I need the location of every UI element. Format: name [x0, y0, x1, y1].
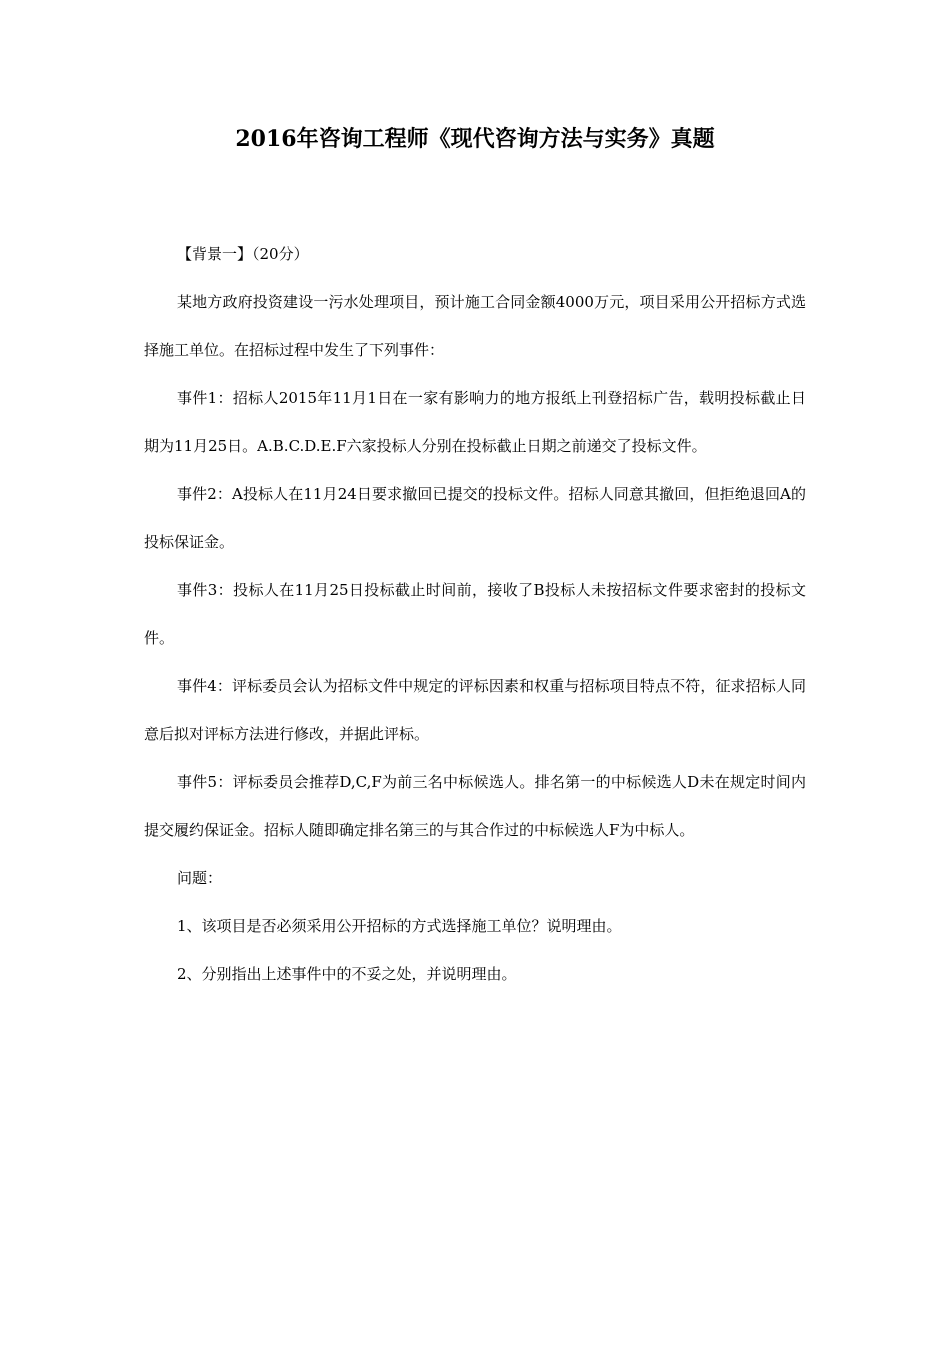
- event-1-paragraph: 事件1：招标人2015年11月1日在一家有影响力的地方报纸上刊登招标广告，载明投标截止日期为11月25日。A.B.C.D.E.F六家投标人分别在投标截止日期之前递交了投标文件。: [144, 389, 806, 455]
- document-title: 2016年咨询工程师《现代咨询方法与实务》真题: [235, 126, 715, 152]
- event-4-paragraph: 事件4：评标委员会认为招标文件中规定的评标因素和权重与招标项目特点不符，征求招标人同意后拟对评标方法进行修改，并据此评标。: [144, 677, 806, 743]
- event-3-paragraph: 事件3：投标人在11月25日投标截止时间前，接收了B投标人未按招标文件要求密封的投标文件。: [144, 581, 806, 647]
- question-2: 2、分别指出上述事件中的不妥之处，并说明理由。: [177, 965, 517, 983]
- event-5-paragraph: 事件5：评标委员会推荐D,C,F为前三名中标候选人。排名第一的中标候选人D未在规定时间内提交履约保证金。招标人随即确定排名第三的与其合作过的中标候选人F为中标人。: [144, 773, 806, 839]
- section-heading: 【背景一】（20分）: [177, 245, 309, 263]
- document-body: [144, 230, 806, 998]
- event-2-paragraph: 事件2：A投标人在11月24日要求撤回已提交的投标文件。招标人同意其撤回，但拒绝退回A的投标保证金。: [144, 485, 806, 551]
- question-1: 1、该项目是否必须采用公开招标的方式选择施工单位？说明理由。: [177, 917, 622, 935]
- background-paragraph: 某地方政府投资建设一污水处理项目，预计施工合同金额4000万元，项目采用公开招标方式选择施工单位。在招标过程中发生了下列事件：: [144, 293, 806, 359]
- questions-heading: 问题：: [177, 869, 223, 887]
